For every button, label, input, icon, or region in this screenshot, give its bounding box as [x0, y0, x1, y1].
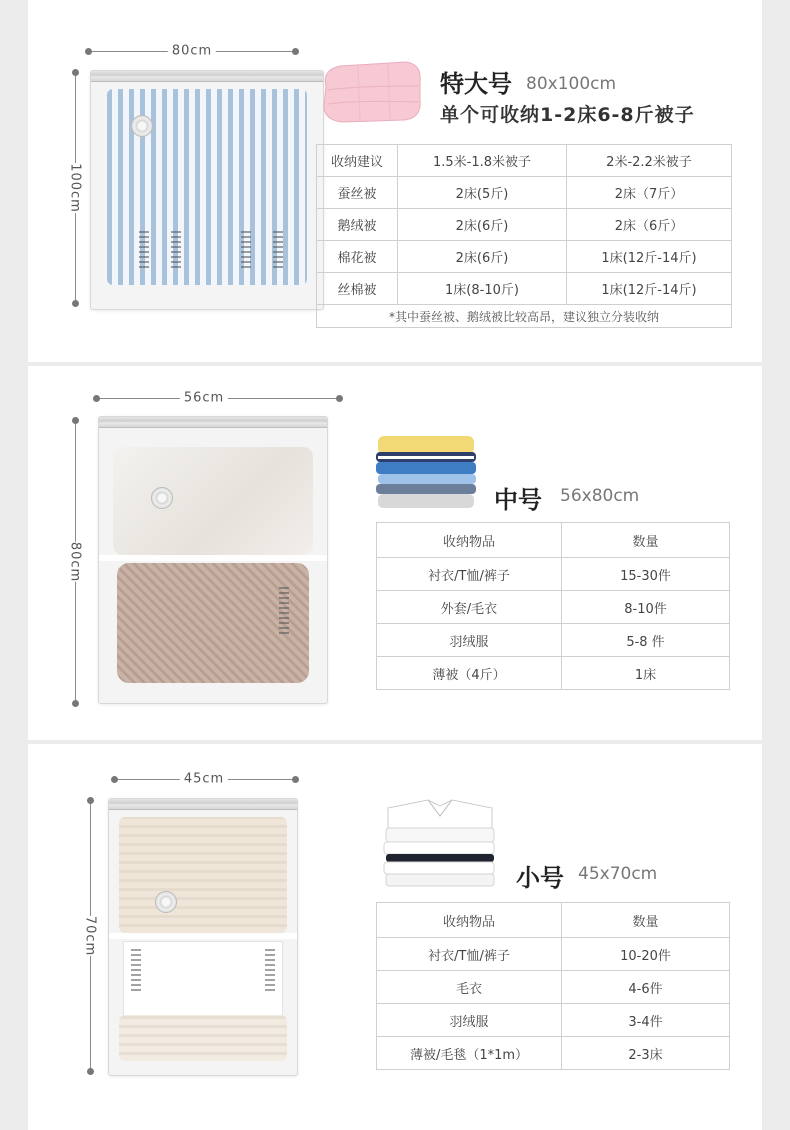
size-dimensions-text: 45x70cm: [578, 864, 658, 884]
white-sweater-content: [113, 447, 313, 555]
size-name-title: 特大号: [440, 70, 512, 98]
air-valve-icon: [131, 115, 153, 137]
bag-zipper: [109, 799, 297, 810]
beige-sweater-content: [119, 817, 287, 933]
bag-label-strip: [131, 949, 141, 993]
table-row: [377, 591, 730, 624]
table-cell: 薄被/毛毯（1*1m）: [377, 1037, 562, 1070]
table-cell: 羽绒服: [377, 1004, 562, 1037]
bag-label-strip: [241, 231, 251, 271]
table-row: [317, 241, 732, 273]
section-medium: [28, 366, 762, 740]
table-cell: 毛衣: [377, 971, 562, 1004]
table-header-cell: 数量: [562, 903, 730, 938]
table-cell: 2-3床: [562, 1037, 730, 1070]
table-row: [317, 177, 732, 209]
table-cell: 2床（6斤）: [567, 209, 732, 241]
bag-label-strip: [265, 949, 275, 993]
height-dimension-label: 70cm: [79, 916, 102, 956]
table-row: [377, 558, 730, 591]
folded-clothes-icon: [372, 430, 484, 514]
table-row: [377, 657, 730, 690]
pink-quilt-icon: [318, 56, 428, 128]
white-shirt-content: [123, 941, 283, 1017]
table-cell: 15-30件: [562, 558, 730, 591]
bag-label-strip: [279, 587, 289, 637]
vacuum-bag-medium: [98, 416, 328, 704]
vacuum-bag-small: [108, 798, 298, 1076]
table-header-cell: 收纳物品: [377, 523, 562, 558]
size-dimensions-text: 80x100cm: [526, 74, 617, 94]
table-cell: 蚕丝被: [317, 177, 398, 209]
table-header-cell: 收纳建议: [317, 145, 398, 177]
air-valve-icon: [151, 487, 173, 509]
table-row: [377, 1037, 730, 1070]
table-cell: 1床(12斤-14斤): [567, 241, 732, 273]
table-cell: 薄被（4斤）: [377, 657, 562, 690]
section-extra-large: [28, 0, 762, 362]
table-cell: 1床: [562, 657, 730, 690]
table-cell: 衬衣/T恤/裤子: [377, 558, 562, 591]
width-dimension-label: 80cm: [168, 44, 216, 59]
table-row: [317, 273, 732, 305]
vacuum-bag-extra-large: [90, 70, 324, 310]
table-row: [377, 971, 730, 1004]
size-name-title: 小号: [516, 864, 564, 892]
table-cell: 衬衣/T恤/裤子: [377, 938, 562, 971]
bag-zipper: [99, 417, 327, 428]
table-row: [317, 209, 732, 241]
table-cell: 2床（7斤）: [567, 177, 732, 209]
table-header-row: [317, 145, 732, 177]
table-row: [377, 1004, 730, 1037]
section-small: [28, 744, 762, 1130]
height-dimension-label: 80cm: [64, 542, 87, 582]
table-header-cell: 2米-2.2米被子: [567, 145, 732, 177]
table-cell: 棉花被: [317, 241, 398, 273]
table-cell: 丝棉被: [317, 273, 398, 305]
table-cell: 1床(12斤-14斤): [567, 273, 732, 305]
bag-label-strip: [171, 231, 181, 271]
table-header-cell: 数量: [562, 523, 730, 558]
table-cell: 2床(6斤): [398, 209, 567, 241]
table-header-cell: 1.5米-1.8米被子: [398, 145, 567, 177]
table-cell: 10-20件: [562, 938, 730, 971]
table-cell: 羽绒服: [377, 624, 562, 657]
size-name-title: 中号: [494, 486, 542, 514]
table-header-row: [377, 903, 730, 938]
bag-label-strip: [139, 231, 149, 271]
table-cell: 2床(5斤): [398, 177, 567, 209]
storage-suggestion-table: [316, 144, 732, 328]
table-cell: 2床(6斤): [398, 241, 567, 273]
table-header-cell: 收纳物品: [377, 903, 562, 938]
storage-items-table: [376, 902, 730, 1070]
table-note: *其中蚕丝被、鹅绒被比较高昂，建议独立分装收纳: [317, 305, 732, 328]
table-cell: 3-4件: [562, 1004, 730, 1037]
size-dimensions-text: 56x80cm: [560, 486, 640, 506]
table-row: [377, 938, 730, 971]
table-cell: 4-6件: [562, 971, 730, 1004]
table-header-row: [377, 523, 730, 558]
folded-shirts-icon: [378, 794, 502, 894]
table-cell: 1床(8-10斤): [398, 273, 567, 305]
table-cell: 鹅绒被: [317, 209, 398, 241]
table-cell: 5-8 件: [562, 624, 730, 657]
bag-zipper: [91, 71, 323, 82]
air-valve-icon: [155, 891, 177, 913]
width-dimension-label: 56cm: [180, 391, 228, 406]
capacity-subtitle: 单个可收纳1-2床6-8斤被子: [440, 104, 695, 126]
height-dimension-label: 100cm: [64, 163, 87, 213]
width-dimension-label: 45cm: [180, 772, 228, 787]
table-cell: 外套/毛衣: [377, 591, 562, 624]
storage-items-table: [376, 522, 730, 690]
table-cell: 8-10件: [562, 591, 730, 624]
table-note-row: [317, 305, 732, 328]
table-row: [377, 624, 730, 657]
beige-blanket-content: [119, 1015, 287, 1061]
bag-label-strip: [273, 231, 283, 271]
